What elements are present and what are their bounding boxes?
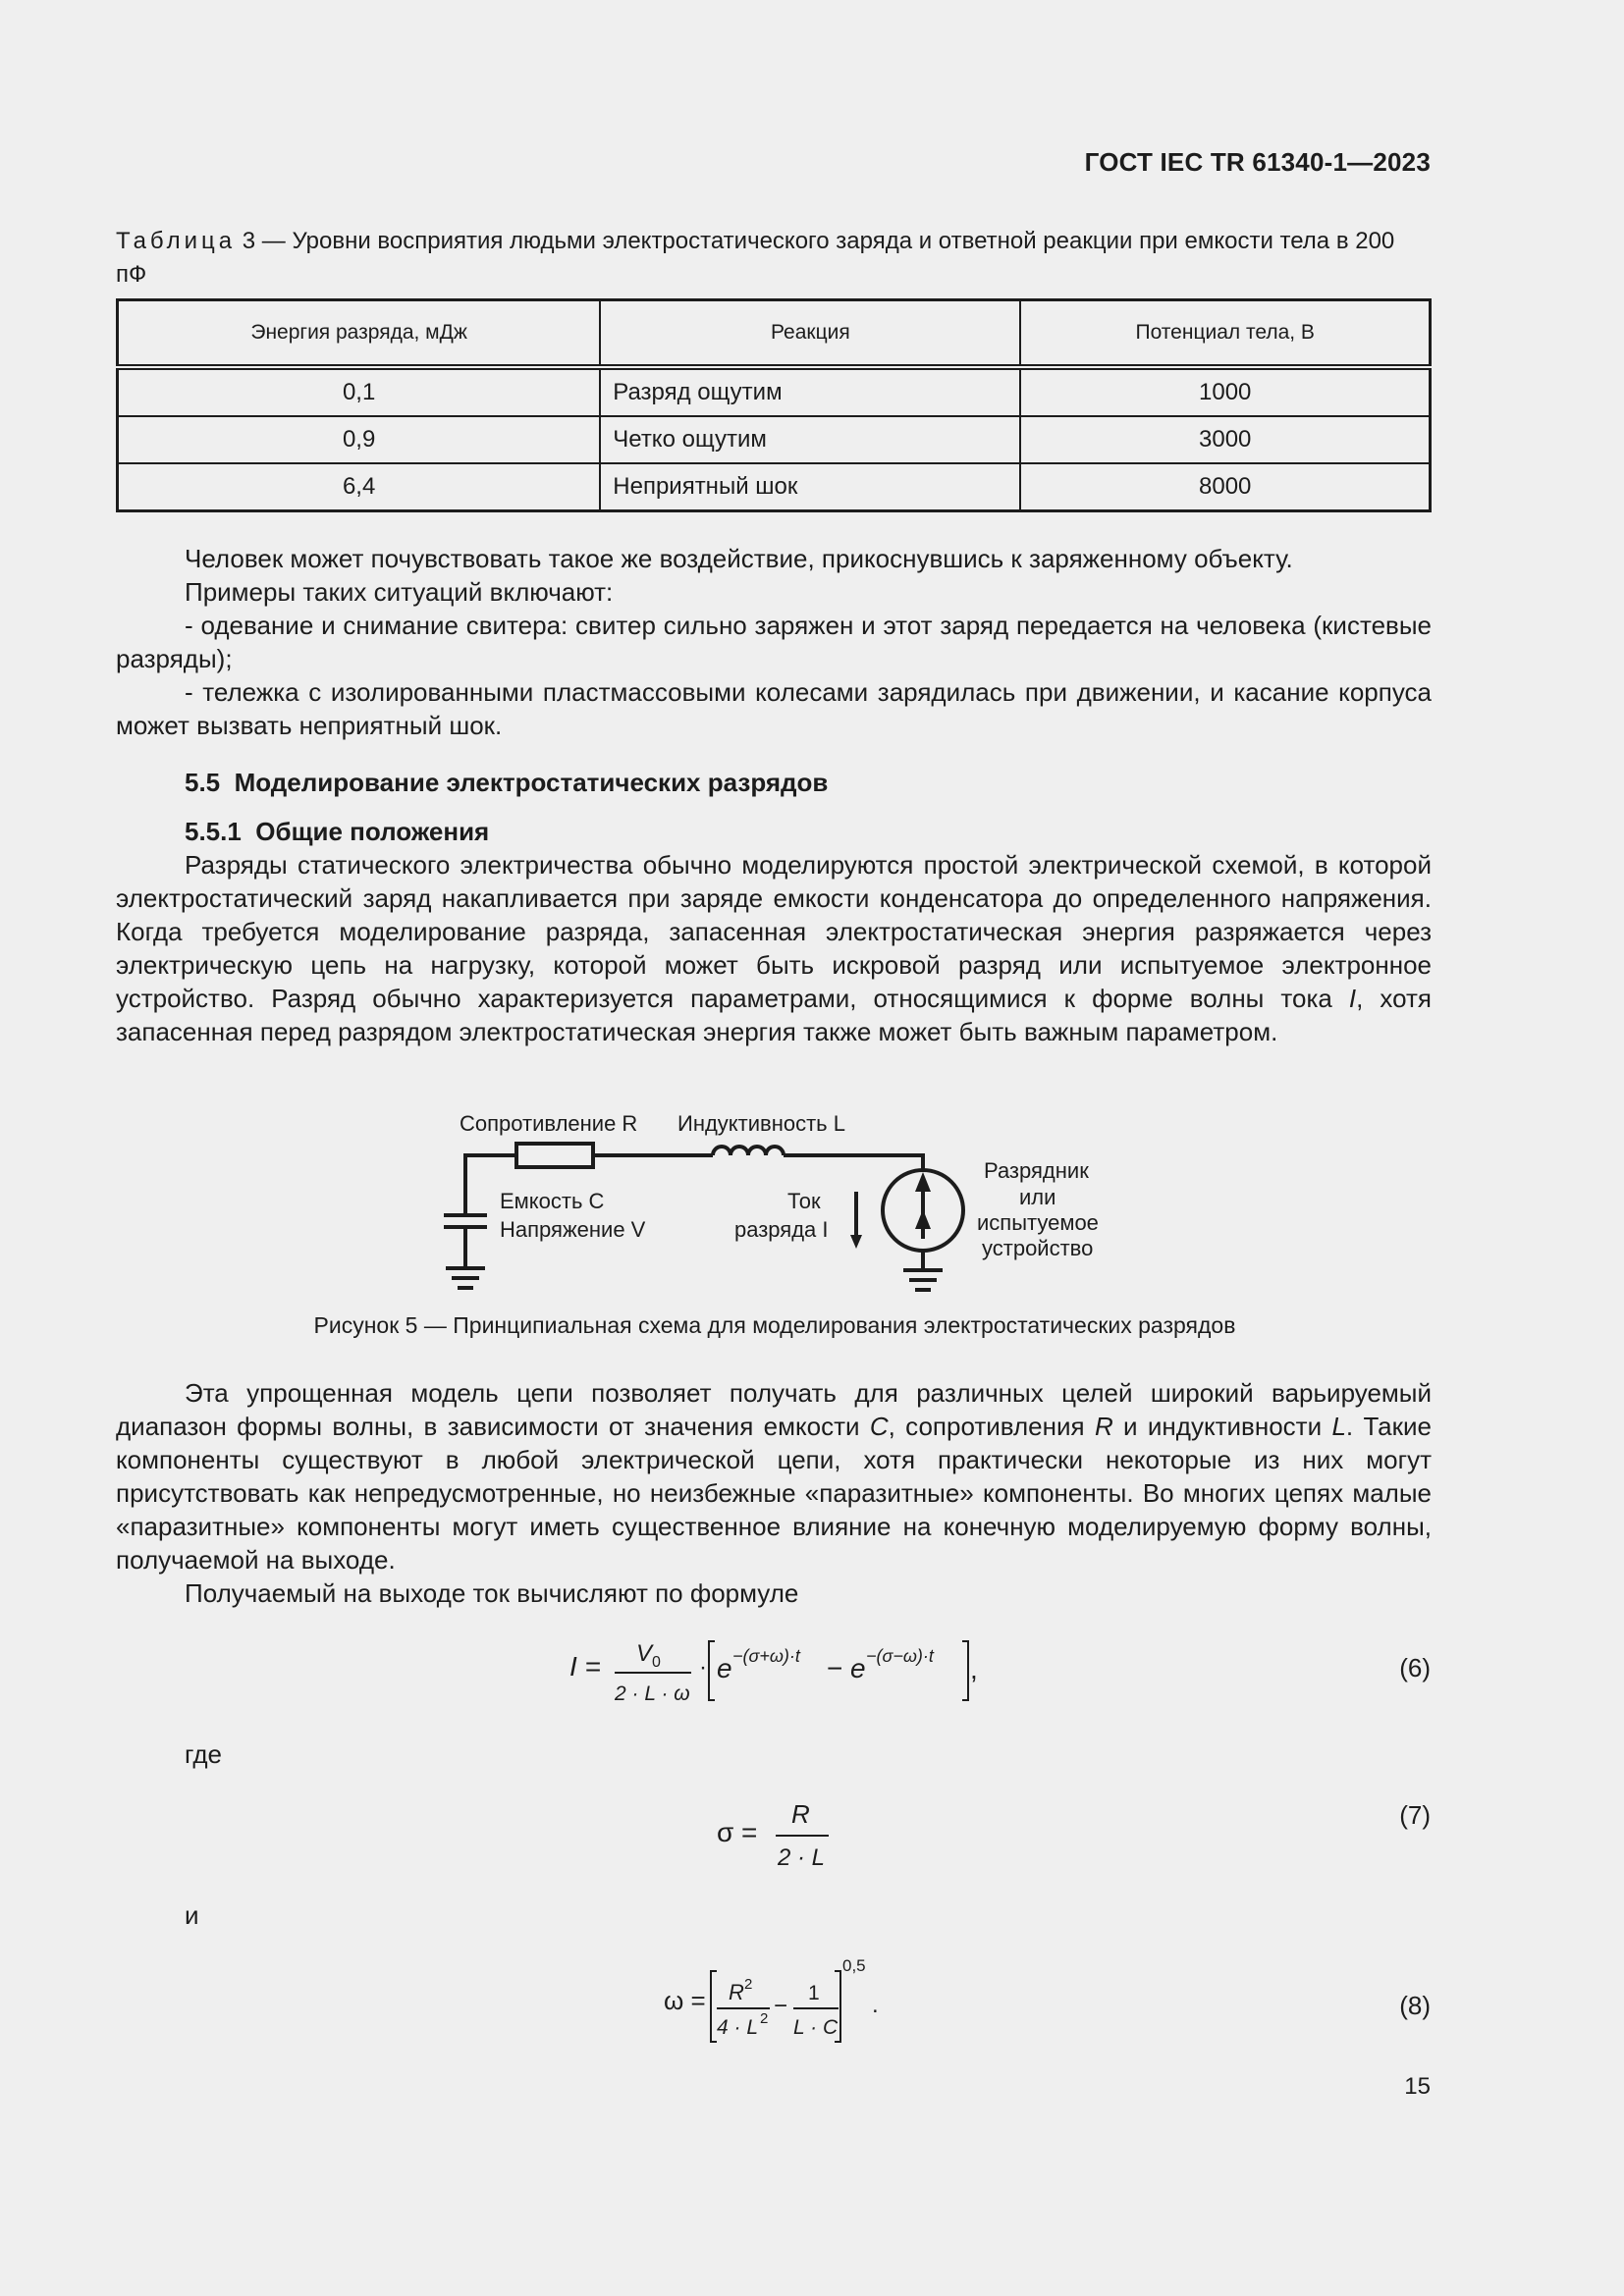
inductance-symbol: L (1331, 1412, 1346, 1441)
resistor-icon (516, 1144, 593, 1167)
paragraph: Примеры таких ситуаций включают: (185, 577, 614, 607)
section-number: 5.5 (185, 768, 221, 797)
svg-text:2: 2 (760, 2010, 769, 2027)
load-arrow-up (915, 1172, 931, 1192)
column-header-reaction: Реакция (600, 300, 1020, 368)
load-label: или (1019, 1185, 1056, 1209)
table-caption-text: 3 — Уровни восприятия людьми электростатического заряда и ответной реакции при емкости тела в 200 пФ (116, 228, 1395, 288)
svg-text:4 · L: 4 · L (717, 2016, 759, 2039)
column-header-energy: Энергия разряда, мДж (118, 300, 601, 368)
examples-paragraphs (116, 542, 1432, 742)
table-row (118, 463, 1431, 511)
reaction-cell: Разряд ощутим (600, 367, 1020, 416)
capacitance-label: Емкость C (500, 1189, 605, 1213)
svg-text:e: e (850, 1653, 866, 1683)
paragraph-text: и индуктивности (1112, 1412, 1332, 1441)
svg-text:2 · L · ω: 2 · L · ω (615, 1682, 690, 1705)
svg-text:R: R (791, 1799, 810, 1829)
table-caption (116, 225, 1432, 292)
resistance-symbol: R (1094, 1412, 1113, 1441)
current-label: разряда I (734, 1217, 829, 1242)
arrowhead (850, 1235, 862, 1249)
column-header-potential: Потенциал тела, В (1020, 300, 1430, 368)
svg-text:I =: I = (569, 1651, 601, 1682)
paragraph-text: . Такие компоненты существуют в любой электрической цепи, хотя практически некоторые из них могут присутствовать как непредусмотренные, но неизбежные «паразитные» компоненты. Во многих цепях малые «паразитные» компоненты могут иметь существенное влияние на конечную моделируемую форму волны, получаемой на выходе. (116, 1412, 1433, 1575)
perception-table (116, 298, 1432, 512)
circuit-diagram (432, 1099, 1139, 1306)
reaction-cell: Неприятный шок (600, 463, 1020, 511)
table-row (118, 367, 1431, 416)
model-paragraph (116, 1376, 1432, 1610)
wire (784, 1155, 923, 1170)
equation-number: (6) (1399, 1653, 1431, 1682)
modeling-paragraph (116, 848, 1432, 1048)
svg-text:2 · L: 2 · L (778, 1844, 826, 1871)
load-label: Разрядник (984, 1158, 1089, 1183)
svg-text:·: · (699, 1654, 707, 1681)
svg-text:σ =: σ = (717, 1817, 758, 1847)
right-bracket (962, 1641, 968, 1700)
paragraph-text: , сопротивления (888, 1412, 1095, 1441)
table-caption-label: Таблица (116, 228, 237, 254)
svg-text:,: , (970, 1654, 978, 1684)
where-word: где (185, 1739, 222, 1769)
current-label: Ток (787, 1189, 821, 1213)
energy-cell: 0,1 (118, 367, 601, 416)
svg-text:V: V (636, 1640, 653, 1667)
resistor-label: Сопротивление R (460, 1111, 638, 1136)
svg-text:−(σ−ω)·t: −(σ−ω)·t (866, 1646, 934, 1666)
load-arrow-down (915, 1209, 931, 1229)
current-symbol: I (1348, 984, 1357, 1013)
capacitor-icon (444, 1215, 487, 1227)
inductor-icon (713, 1147, 784, 1155)
equation-number: (7) (1399, 1800, 1431, 1830)
page-number: 15 (1404, 2073, 1431, 2100)
subsection-number: 5.5.1 (185, 817, 242, 846)
potential-cell: 1000 (1020, 367, 1430, 416)
svg-text:R: R (729, 1980, 744, 2004)
svg-text:.: . (872, 1992, 879, 2018)
left-bracket (709, 1641, 715, 1700)
ground-icon (446, 1268, 485, 1288)
table-row (118, 416, 1431, 463)
energy-cell: 0,9 (118, 416, 601, 463)
energy-cell: 6,4 (118, 463, 601, 511)
svg-text:1: 1 (808, 1982, 820, 2004)
equation-8 (658, 1959, 903, 2054)
paragraph: - тележка с изолированными пластмассовыми колесами зарядилась при движении, и касание корпуса может вызвать неприятный шок. (116, 677, 1432, 740)
ground-icon (903, 1270, 943, 1290)
svg-text:2: 2 (744, 1976, 753, 1993)
load-label: испытуемое (977, 1210, 1099, 1235)
capacitance-symbol: C (869, 1412, 889, 1441)
potential-cell: 8000 (1020, 463, 1430, 511)
svg-text:−: − (827, 1653, 843, 1683)
paragraph-text: Эта упрощенная модель цепи позволяет получать для различных целей широкий варьируемый диапазон формы волны, в зависимости от значения емкости (116, 1378, 1432, 1441)
svg-text:−: − (774, 1993, 788, 2019)
subsection-heading (185, 817, 489, 847)
equation-number: (8) (1399, 1991, 1431, 2020)
reaction-cell: Четко ощутим (600, 416, 1020, 463)
subsection-title: Общие положения (255, 817, 490, 846)
section-heading (185, 768, 828, 798)
svg-text:0: 0 (652, 1654, 661, 1671)
equation-7 (707, 1792, 864, 1871)
and-word: и (185, 1900, 199, 1930)
svg-text:e: e (717, 1653, 732, 1683)
inductor-label: Индуктивность L (677, 1111, 845, 1136)
paragraph-text: Разряды статического электричества обычно моделируются простой электрической схемой, в которой электростатический заряд накапливается при заряде емкости конденсатора до определенного напряжения. Когда требуется моделирование разряда, запасенная электростатическая энергия разряжается через электрическую цепь на нагрузку, которой может быть искровой разряд или испытуемое электронное устройство. Разряд обычно характеризуется параметрами, относящимися к форме волны тока (116, 850, 1432, 1013)
load-label: устройство (982, 1236, 1094, 1260)
svg-text:L · C: L · C (793, 2016, 839, 2039)
section-title: Моделирование электростатических разрядов (234, 768, 829, 797)
svg-text:ω =: ω = (664, 1986, 706, 2015)
svg-text:0,5: 0,5 (842, 1959, 866, 1975)
document-header: ГОСТ IEC TR 61340-1—2023 (1084, 147, 1431, 177)
paragraph-text: , хотя запасенная перед разрядом электростатическая энергия также может быть важным параметром. (116, 984, 1432, 1046)
svg-text:−(σ+ω)·t: −(σ+ω)·t (732, 1646, 800, 1666)
potential-cell: 3000 (1020, 416, 1430, 463)
figure-caption: Рисунок 5 — Принципиальная схема для моделирования электростатических разрядов (313, 1312, 1236, 1338)
paragraph: - одевание и снимание свитера: свитер сильно заряжен и этот заряд передается на человека (кистевые разряды); (116, 611, 1432, 673)
paragraph: Человек может почувствовать такое же воздействие, прикоснувшись к заряженному объекту. (185, 544, 1293, 573)
voltage-label: Напряжение V (500, 1217, 646, 1242)
paragraph: Получаемый на выходе ток вычисляют по формуле (185, 1578, 799, 1608)
equation-6 (550, 1629, 1001, 1708)
